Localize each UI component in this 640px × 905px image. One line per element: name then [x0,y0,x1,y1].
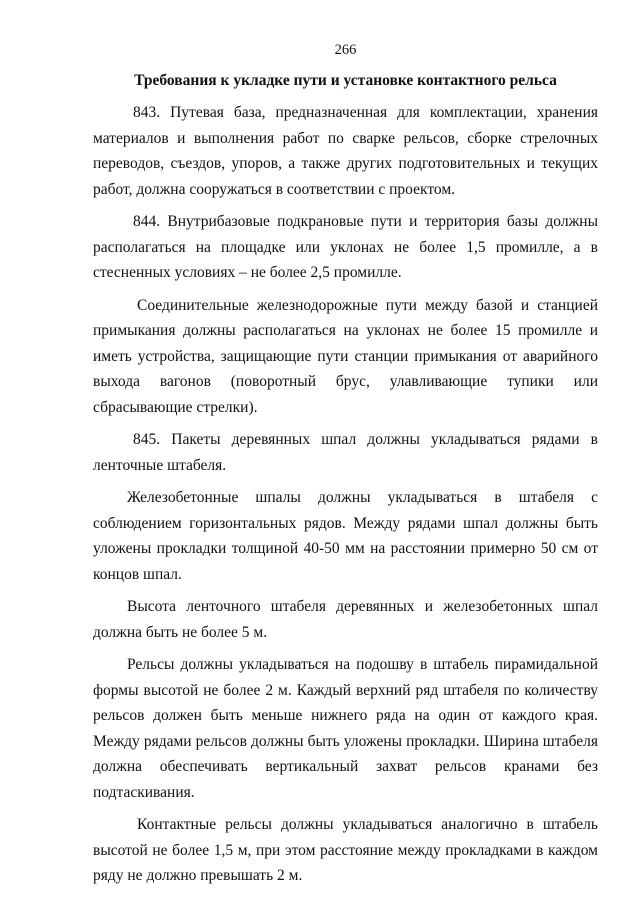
paragraph-843: 843. Путевая база, предназначенная для комплектации, хранения материалов и выполнения работ по сварке рельсов, сборке стрелочных переводов, съездов, упоров, а также других подготовительных и текущих работ, должна сооружаться в соответствии с проектом. [93,104,598,198]
paragraph-connecting-tracks: Соединительные железнодорожные пути между базой и станцией примыкания должны располагаться на уклонах не более 15 промилле и иметь устройства, защищающие пути станции примыкания от аварийного выхода вагонов (поворотный брус, улавливающие тупики или сбрасывающие стрелки). [93,296,598,416]
section-title: Требования к укладке пути и установке контактного рельса [134,72,557,89]
paragraph-contact-rails: Контактные рельсы должны укладываться аналогично в штабель высотой не более 1,5 м, при этом расстояние между прокладками в каждом ряду не должно превышать 2 м. [93,816,598,884]
paragraph-844: 844. Внутрибазовые подкрановые пути и территория базы должны располагаться на площадке или уклонах не более 1,5 промилле, а в стесненных условиях – не более 2,5 промилле. [93,213,598,281]
paragraph-rails-stacking: Рельсы должны укладываться на подошву в штабель пирамидальной формы высотой не более 2 м. Каждый верхний ряд штабеля по количеству рельсов должен быть меньше нижнего ряда на один от каждого края. Между рядами рельсов должны быть уложены прокладки. Ширина штабеля должна обеспечивать вертикальный захват рельсов кранами без подтаскивания. [93,656,598,801]
paragraph-stack-height: Высота ленточного штабеля деревянных и железобетонных шпал должна быть не более 5 м. [93,598,598,641]
paragraph-concrete-sleepers: Железобетонные шпалы должны укладываться в штабеля с соблюдением горизонтальных рядов. Между рядами шпал должны быть уложены прокладки толщиной 40-50 мм на расстоянии примерно 50 см от концов шпал. [93,489,598,583]
page-number: 266 [334,42,357,58]
paragraph-845: 845. Пакеты деревянных шпал должны укладываться рядами в ленточные штабеля. [93,431,598,474]
